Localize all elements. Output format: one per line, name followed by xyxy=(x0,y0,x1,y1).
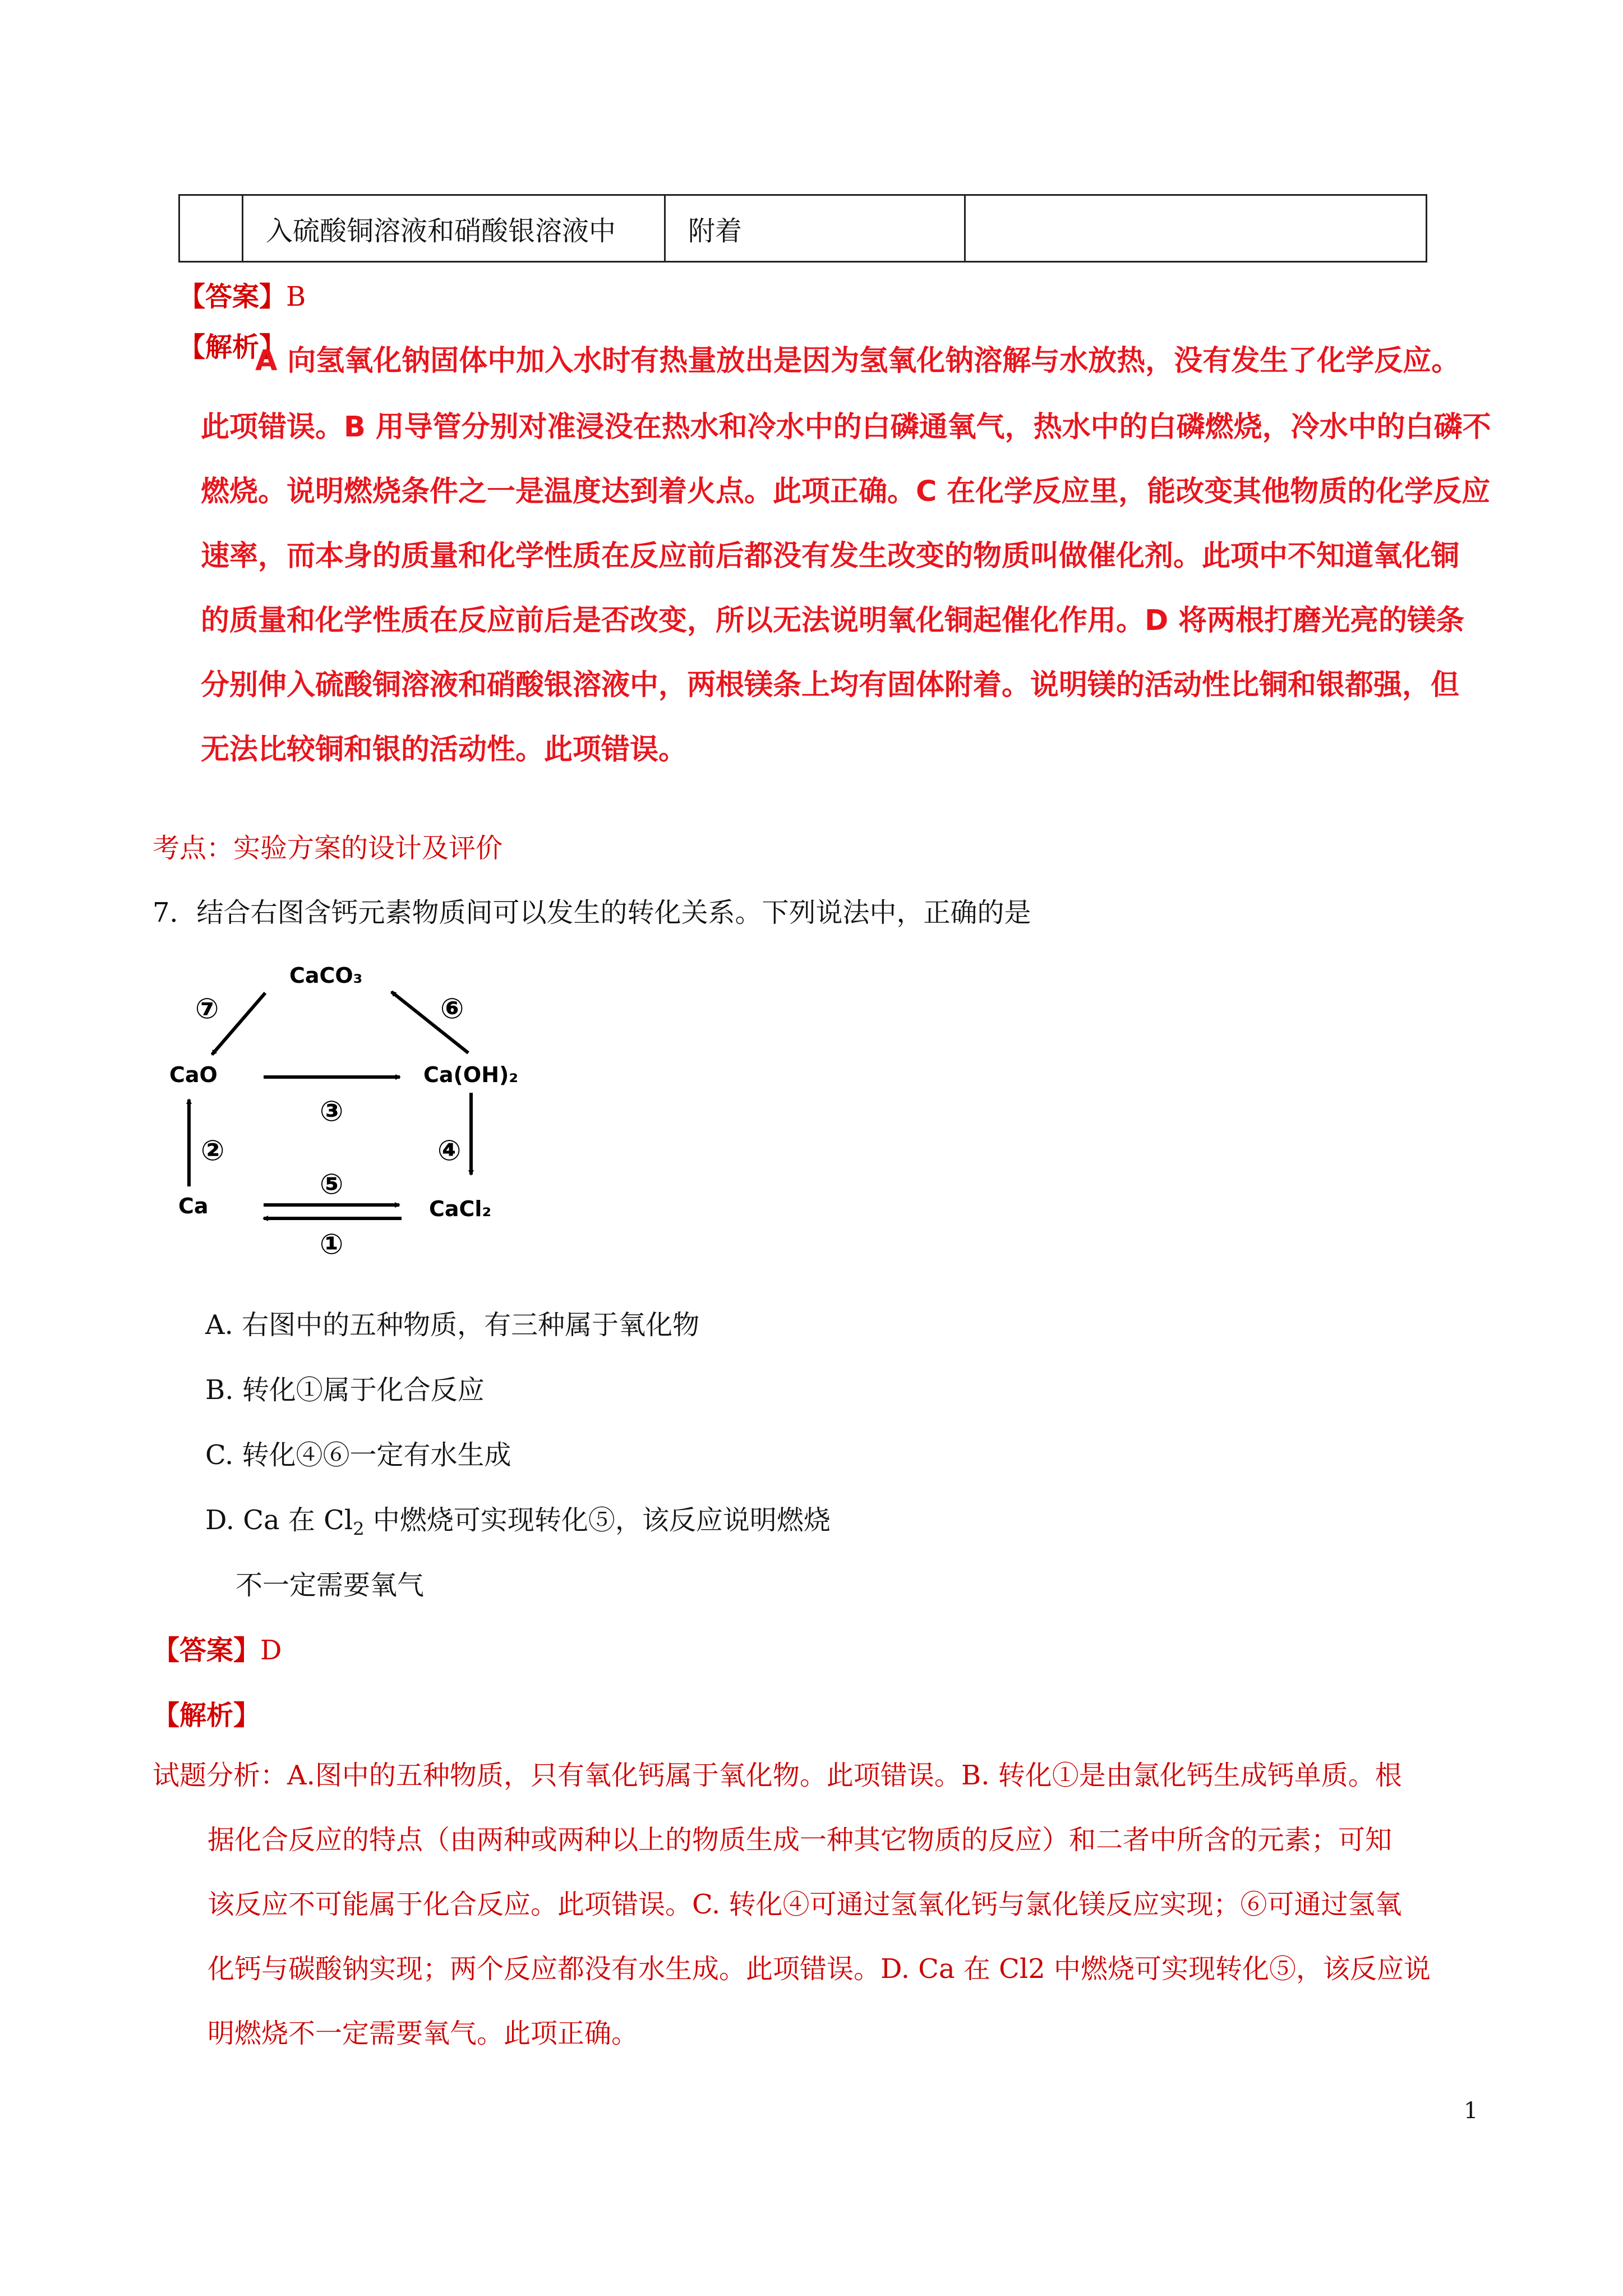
node-cacl2: CaCl₂ xyxy=(429,1197,492,1221)
q6-answer xyxy=(178,275,306,314)
label-2: ② xyxy=(201,1134,225,1167)
table-cell: 入硫酸铜溶液和硝酸银溶液中 xyxy=(243,195,665,262)
q6-analysis-line: 速率，而本身的质量和化学性质在反应前后都没有发生改变的物质叫做催化剂。此项中不知道氧化铜 xyxy=(201,540,1460,573)
q7-analysis-line: 试题分析：A.图中的五种物质，只有氧化钙属于氧化物。此项错误。B. 转化①是由氯化钙生成钙单质。根 xyxy=(153,1760,1402,1791)
arrow-7 xyxy=(212,993,265,1055)
label-5: ⑤ xyxy=(320,1168,344,1200)
label-3: ③ xyxy=(320,1095,344,1128)
q6-analysis-line: 分别伸入硫酸铜溶液和硝酸银溶液中，两根镁条上均有固体附着。说明镁的活动性比铜和银都强，但 xyxy=(201,669,1460,702)
answer-tag: 【答案】 xyxy=(178,281,287,312)
q6-analysis-line: 燃烧。说明燃烧条件之一是温度达到着火点。此项正确。C 在化学反应里，能改变其他物质的化学反应 xyxy=(201,475,1491,508)
node-caoh2: Ca(OH)₂ xyxy=(423,1062,519,1087)
q7-analysis-line: 化钙与碳酸钠实现；两个反应都没有水生成。此项错误。D. Ca 在 Cl2 中燃烧可实现转化⑤，该反应说 xyxy=(208,1953,1431,1985)
option-a: A. 右图中的五种物质，有三种属于氧化物 xyxy=(205,1309,700,1341)
node-ca: Ca xyxy=(178,1194,209,1218)
q6-analysis-line: 此项错误。B 用导管分别对准浸没在热水和冷水中的白磷通氧气，热水中的白磷燃烧，冷水中的白磷不 xyxy=(201,411,1491,444)
label-6: ⑥ xyxy=(440,992,464,1025)
answer-tag: 【答案】 xyxy=(153,1635,261,1666)
node-caco3: CaCO₃ xyxy=(289,963,363,988)
q6-analysis-line: 无法比较铜和银的活动性。此项错误。 xyxy=(201,733,688,766)
calcium-conversion-diagram xyxy=(163,954,555,1268)
node-cao: CaO xyxy=(169,1062,218,1087)
table-cell: 附着 xyxy=(665,195,965,262)
option-d-continued: 不一定需要氧气 xyxy=(236,1570,425,1601)
q7-stem: 7．结合右图含钙元素物质间可以发生的转化关系。下列说法中，正确的是 xyxy=(153,897,1031,928)
label-1: ① xyxy=(320,1228,344,1260)
label-4: ④ xyxy=(437,1134,462,1167)
q6-analysis-line: A 向氢氧化钠固体中加入水时有热量放出是因为氢氧化钠溶解与水放热，没有发生了化学反应。 xyxy=(255,344,1460,378)
option-d: D. Ca 在 $Cl_2$ 中燃烧可实现转化⑤，该反应说明燃烧 xyxy=(205,1504,831,1540)
experiment-table xyxy=(178,194,1427,263)
option-b: B. 转化①属于化合反应 xyxy=(205,1374,485,1406)
q7-analysis-line: 据化合反应的特点（由两种或两种以上的物质生成一种其它物质的反应）和二者中所含的元素；可知 xyxy=(208,1824,1393,1856)
table-cell xyxy=(179,195,243,262)
answer-value: B xyxy=(286,281,306,312)
q7-analysis-line: 该反应不可能属于化合反应。此项错误。C. 转化④可通过氢氧化钙与氯化镁反应实现；⑥可通过氢氧 xyxy=(208,1889,1402,1920)
q6-analysis-tag: 【解析】 xyxy=(178,332,287,363)
kaodian: 考点：实验方案的设计及评价 xyxy=(153,832,503,864)
q6-analysis-line: 的质量和化学性质在反应前后是否改变，所以无法说明氧化铜起催化作用。D 将两根打磨光亮的镁条 xyxy=(201,604,1465,637)
table-row xyxy=(179,195,1427,262)
q7-answer xyxy=(153,1628,282,1667)
answer-value: D xyxy=(260,1635,282,1666)
q7-analysis-tag: 【解析】 xyxy=(153,1700,261,1731)
q7-analysis-line: 明燃烧不一定需要氧气。此项正确。 xyxy=(208,2018,639,2049)
option-c: C. 转化④⑥一定有水生成 xyxy=(205,1439,511,1471)
page-number: 1 xyxy=(1464,2098,1478,2124)
label-7: ⑦ xyxy=(195,992,219,1025)
table-cell xyxy=(965,195,1427,262)
